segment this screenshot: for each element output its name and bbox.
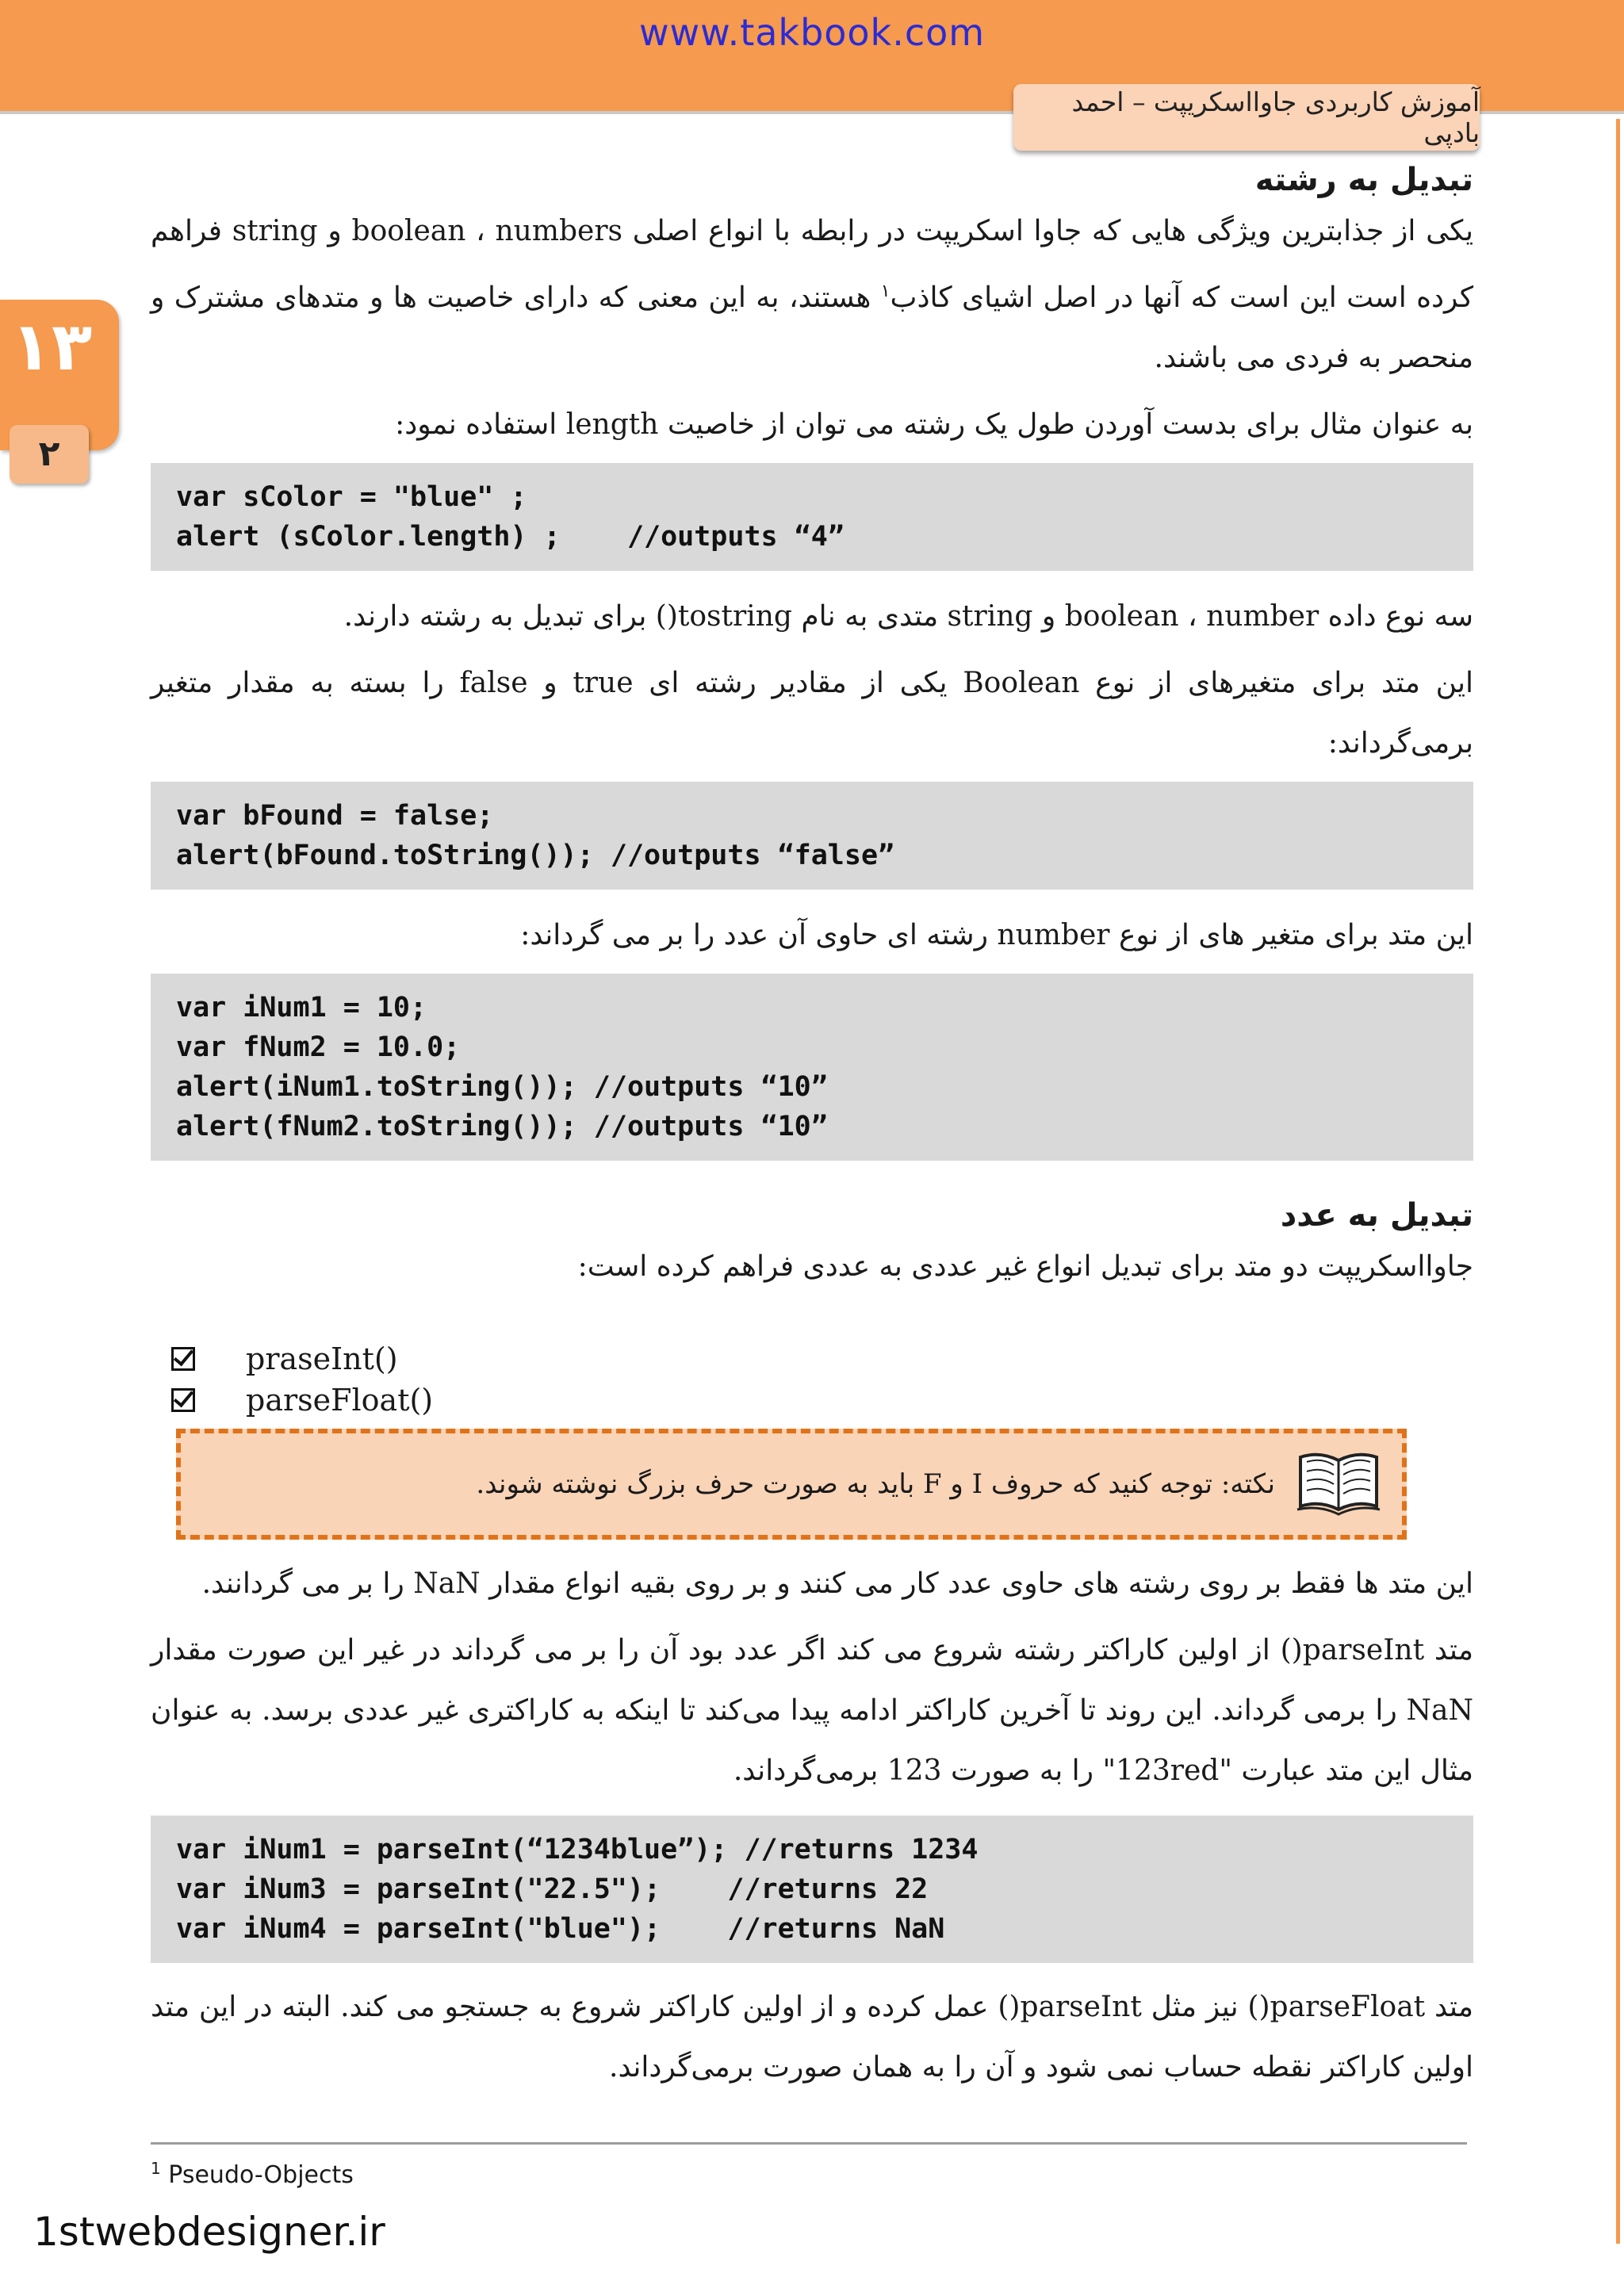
paragraph-number-intro: جاوااسکریپت دو متد برای تبدیل انواع غیر عددی به عددی فراهم کرده است: — [577, 1250, 1473, 1283]
paragraph-intro-text-b: هستند، به این معنی که دارای خاصیت ها و متدهای مشترک و منحصر به فردی می باشند. — [151, 281, 1473, 374]
checklist-item-label: praseInt() — [246, 1341, 398, 1376]
section-heading-to-number: تبدیل به عدد — [1280, 1197, 1473, 1234]
paragraph-parseint: متد parseInt() از اولین کاراکتر رشته شروع می کند اگر عدد بود آن را بر می گرداند در غیر این صورت مقدار NaN را برمی گرداند. این روند تا آخرین کاراکتر ادامه پیدا می‌کند تا اینکه به کاراکتری غیر عددی برسد. به عنوان مثال این متد عبارت "123red" را به صورت 123 برمی‌گرداند. — [151, 1634, 1473, 1787]
book-title-tab: آموزش کاربردی جاوااسکریپت – احمد بادپی — [1013, 84, 1480, 151]
right-margin-rule — [1616, 119, 1620, 2244]
code-block-length: var sColor = "blue" ; alert (sColor.length) ; //outputs “4” — [151, 463, 1473, 571]
footnote-text: Pseudo-Objects — [168, 2161, 354, 2189]
chapter-number: ۲ — [10, 425, 89, 484]
paragraph-tostring: سه نوع داده boolean ، number و string متدی به نام tostring() برای تبدیل به رشته دارند. — [343, 600, 1473, 633]
paragraph-nan: این متد ها فقط بر روی رشته های حاوی عدد کار می کنند و بر روی بقیه انواع مقدار NaN را بر می گردانند. — [201, 1567, 1473, 1600]
note-box — [176, 1429, 1407, 1540]
paragraph-intro-text-a: یکی از جذابترین ویژگی هایی که جاوا اسکریپت در رابطه با انواع اصلی boolean ، numbers و string فراهم کرده است این است که آنها در اصل اشیای کاذب — [151, 215, 1474, 314]
site-url[interactable]: www.takbook.com — [638, 11, 986, 54]
note-text: نکته: توجه کنید که حروف I و F باید به صورت حرف بزرگ نوشته شوند. — [476, 1468, 1275, 1500]
paragraph-length-example: به عنوان مثال برای بدست آوردن طول یک رشته می توان از خاصیت length استفاده نمود: — [395, 408, 1473, 441]
open-book-icon — [1296, 1445, 1381, 1521]
method-checklist — [151, 1338, 1473, 1421]
page-content — [151, 151, 1473, 2189]
section-heading-to-string: تبدیل به رشته — [1254, 162, 1473, 198]
paragraph-boolean-tostring: این متد برای متغیرهای از نوع Boolean یکی از مقادیر رشته ای true و false را بسته به مقدار متغیر برمی‌گرداند: — [151, 667, 1473, 760]
code-block-boolean: var bFound = false; alert(bFound.toString()); //outputs “false” — [151, 782, 1473, 890]
paragraph-parsefloat: متد parseFloat() نیز مثل parseInt() عمل کرده و از اولین کاراکتر شروع به جستجو می کند. البته در این متد اولین کاراکتر نقطه حساب نمی شود و آن را به همان صورت برمی‌گرداند. — [151, 1991, 1473, 2084]
page-number: ۱۳ — [10, 308, 93, 385]
footnote-divider — [151, 2142, 1467, 2145]
checklist-item-label: parseFloat() — [246, 1383, 434, 1418]
footnote-marker: ۱ — [880, 281, 891, 301]
footnote-number: 1 — [151, 2159, 161, 2178]
code-block-number: var iNum1 = 10; var fNum2 = 10.0; alert(iNum1.toString()); //outputs “10” alert(fNum2.toString()); //outputs “10” — [151, 974, 1473, 1161]
paragraph-number-tostring: این متد برای متغیر های از نوع number رشته ای حاوی آن عدد را بر می گرداند: — [520, 919, 1473, 951]
footnote — [151, 2159, 1473, 2189]
checkbox-icon — [171, 1388, 195, 1412]
paragraph-intro — [151, 201, 1473, 388]
checklist-item — [171, 1380, 1473, 1421]
checkbox-icon — [171, 1347, 195, 1371]
code-block-parseint: var iNum1 = parseInt(“1234blue”); //returns 1234 var iNum3 = parseInt("22.5"); //returns 22 var iNum4 = parseInt("blue"); //returns NaN — [151, 1816, 1473, 1963]
watermark-text: 1stwebdesigner.ir — [33, 2209, 385, 2255]
checklist-item — [171, 1338, 1473, 1380]
